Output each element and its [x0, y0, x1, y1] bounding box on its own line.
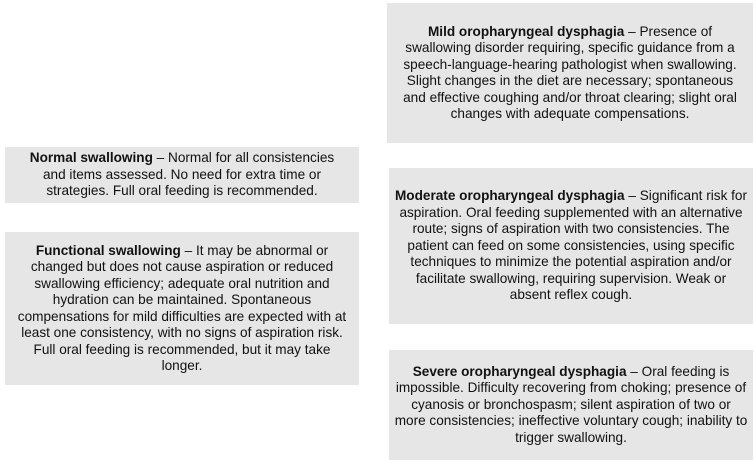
box-title: Mild oropharyngeal dysphagia [427, 23, 625, 39]
box-description: Normal for all consistencies and items assessed. No need for extra time or strategies. Full oral feeding is recommended. [42, 150, 335, 199]
box-title: Severe oropharyngeal dysphagia [412, 363, 627, 379]
separator: – [626, 363, 642, 379]
box-content [19, 150, 345, 200]
box-description: Oral feeding is impossible. Difficulty recovering from choking; presence of cyanosis or bronchospasm; silent aspiration of two or more consistencies; ineffective voluntary cough; inability to trigger swallowing. [394, 363, 748, 445]
severe-dysphagia-box [389, 350, 753, 460]
functional-swallowing-box [5, 232, 359, 385]
normal-swallowing-box [5, 147, 359, 203]
mild-dysphagia-box [387, 3, 753, 143]
separator: – [624, 188, 640, 204]
box-description: Presence of swallowing disorder requiring, specific guidance from a speech-language-hearing pathologist when swallowing. Slight changes in the diet are necessary; spontaneous and effective coughing and/or throat clearing; slight oral changes with adequate compensations. [403, 23, 737, 121]
box-title: Functional swallowing [35, 242, 181, 258]
box-content [394, 364, 748, 447]
box-content [394, 188, 748, 304]
box-content [395, 24, 745, 123]
separator: – [624, 23, 640, 39]
separator: – [152, 150, 169, 166]
box-description: It may be abnormal or changed but does not cause aspiration or reduced swallowing efficiency; adequate oral nutrition and hydration can be maintained. Spontaneous compensations for mild difficulties are expected with at least one consistency, with no signs of aspiration risk. Full oral feeding is recommended, but it may take longer. [17, 242, 347, 373]
box-content [12, 243, 352, 375]
moderate-dysphagia-box [389, 168, 753, 324]
box-title: Moderate oropharyngeal dysphagia [394, 188, 625, 204]
box-description: Significant risk for aspiration. Oral feeding supplemented with an alternative route; signs of aspiration with two consistencies. The patient can feed on some consistencies, using specific techniques to minimize the potential aspiration and/or facilitate swallowing, requiring supervision. Weak or absent reflex cough. [399, 188, 748, 303]
separator: – [180, 242, 196, 258]
box-title: Normal swallowing [29, 150, 153, 166]
